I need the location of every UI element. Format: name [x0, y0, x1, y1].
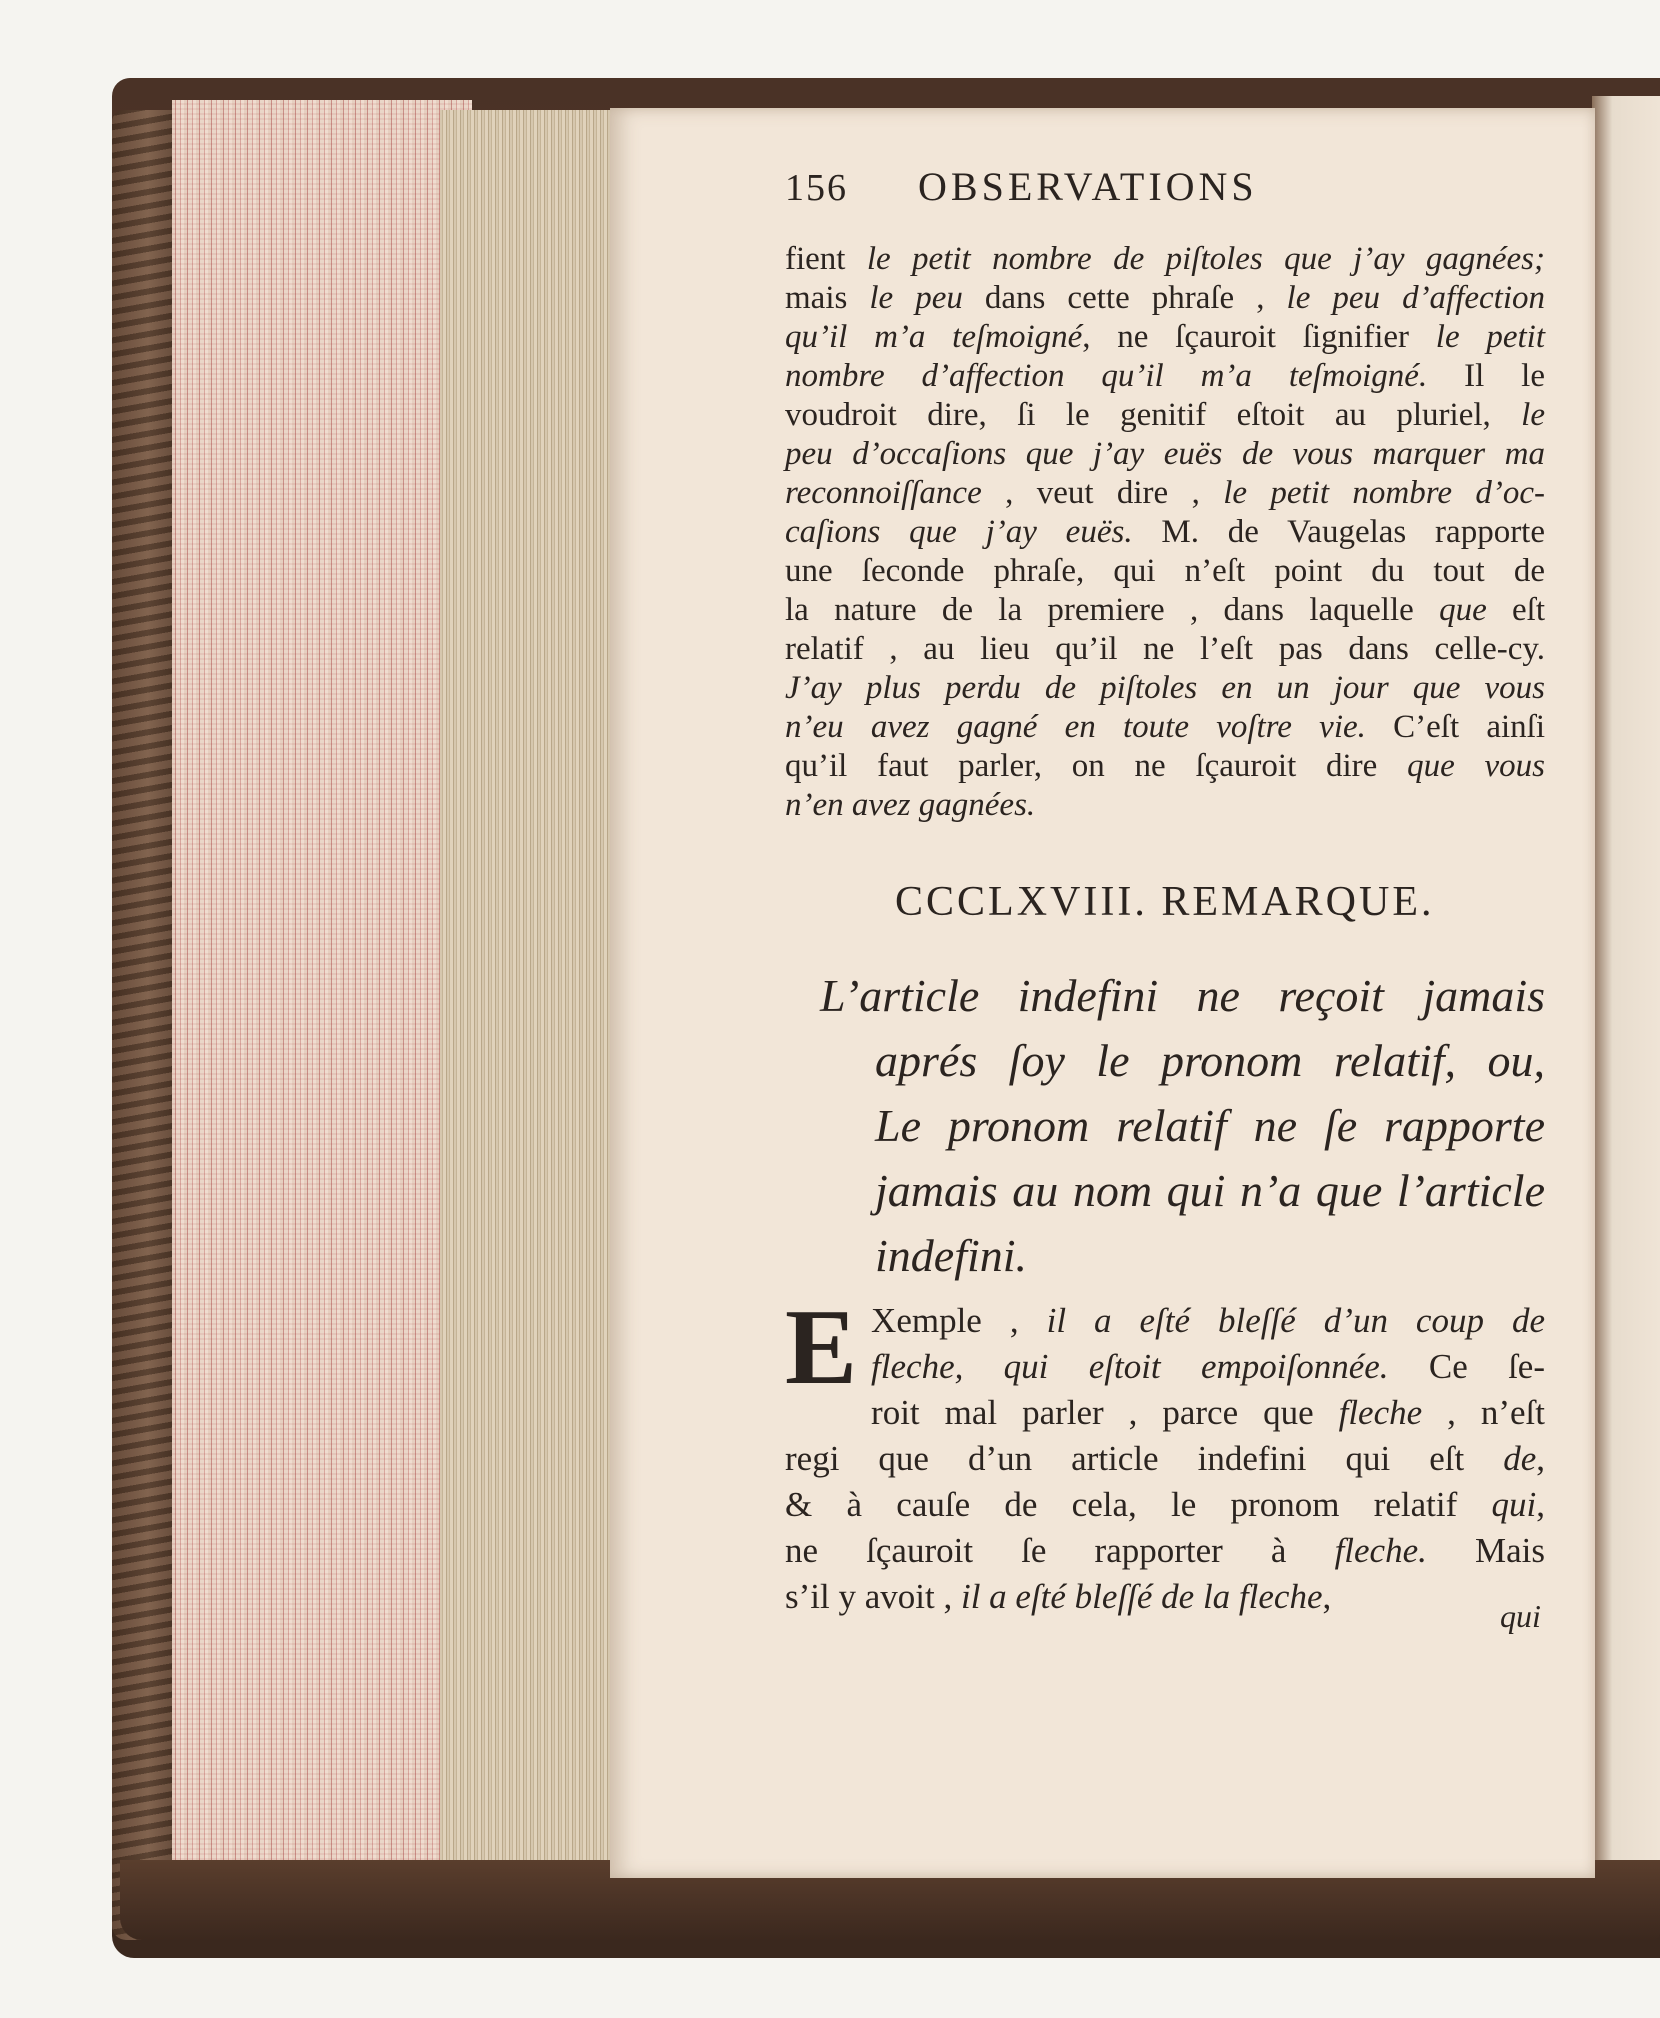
text-line	[785, 669, 1545, 708]
roman-run: s’il y avoit ,	[785, 1577, 961, 1616]
roman-run: & à cauſe de cela, le pronom relatif	[785, 1485, 1492, 1524]
text-line	[785, 240, 1545, 279]
italic-run: n’eu avez gagné en toute voſtre vie.	[785, 709, 1366, 745]
text-line	[785, 474, 1545, 513]
title-line: L’article indefini ne reçoit jamais	[820, 970, 1545, 1021]
title-line: indefini.	[875, 1230, 1028, 1281]
page-number: 156	[785, 167, 848, 209]
italic-run: fleche.	[1334, 1531, 1427, 1570]
roman-run: ,	[1536, 1439, 1545, 1478]
roman-run: voudroit dire, ſi le genitif eſtoit au pluriel,	[785, 397, 1522, 433]
text-line	[785, 1344, 1545, 1390]
text-line	[785, 1298, 1545, 1344]
page-edges-stack	[172, 100, 472, 1900]
italic-run: le peu	[869, 280, 963, 316]
roman-run: relatif , au lieu qu’il ne l’eſt pas dans celle-cy.	[785, 631, 1545, 667]
italic-run: caſions que j’ay euës.	[785, 514, 1133, 550]
running-head	[785, 163, 1445, 210]
paragraph-continued	[785, 240, 1545, 825]
title-line: jamais au nom qui n’a que l’article	[875, 1165, 1545, 1216]
italic-run: il a eſté bleſſé de la fleche	[960, 1577, 1323, 1616]
italic-run: J’ay plus perdu de piſtoles en un jour que vous	[785, 670, 1545, 706]
italic-run: que vous	[1407, 748, 1545, 784]
running-title: OBSERVATIONS	[918, 164, 1258, 209]
text-line	[785, 1436, 1545, 1482]
title-line: Le pronom relatif ne ſe rapporte	[875, 1100, 1545, 1151]
roman-run: la nature de la premiere , dans laquelle	[785, 592, 1440, 628]
text-line	[785, 786, 1545, 825]
italic-run: qui	[1491, 1485, 1537, 1524]
roman-run: dans cette phraſe ,	[962, 280, 1287, 316]
italic-run: fleche	[1338, 1393, 1423, 1432]
text-line	[785, 591, 1545, 630]
roman-run: ne ſçauroit ſe rapporter à	[785, 1531, 1335, 1570]
italic-run: de	[1503, 1439, 1537, 1478]
facing-page-edge	[1592, 96, 1660, 1866]
roman-run: roit mal parler , parce que	[871, 1393, 1339, 1432]
italic-run: le	[1521, 397, 1545, 433]
roman-run: ,	[1536, 1485, 1545, 1524]
text-line	[785, 1482, 1545, 1528]
text-line	[785, 1574, 1545, 1620]
catchword: qui	[1500, 1598, 1541, 1634]
text-line	[785, 435, 1545, 474]
roman-run: fient	[785, 241, 867, 277]
remark-heading: CCCLXVIII. REMARQUE.	[895, 879, 1435, 925]
roman-run: regi que d’un article indefini qui eſt	[785, 1439, 1504, 1478]
italic-run: le petit nombre de piſtoles que j’ay gagnées;	[866, 241, 1545, 277]
italic-run: le peu d’affection	[1286, 280, 1546, 316]
roman-run: , veut dire ,	[981, 475, 1224, 511]
text-line	[785, 1390, 1545, 1436]
roman-run: Xemple ,	[871, 1301, 1047, 1340]
text-line	[785, 279, 1545, 318]
roman-run: Ce ſe-	[1388, 1347, 1545, 1386]
italic-run: que	[1439, 592, 1487, 628]
italic-run: nombre d’affection qu’il m’a teſmoigné.	[785, 358, 1428, 394]
roman-run: eſt	[1486, 592, 1546, 628]
roman-run: , n’eſt	[1422, 1393, 1546, 1432]
roman-run: , ne ſçauroit ſignifier	[1082, 319, 1436, 355]
roman-run: mais	[785, 280, 870, 316]
text-line	[785, 318, 1545, 357]
roman-run: Il le	[1427, 358, 1545, 394]
italic-run: n’en avez gagnées.	[785, 787, 1036, 823]
drop-cap: E	[785, 1288, 858, 1407]
text-line	[785, 747, 1545, 786]
remark-title	[820, 963, 1545, 1288]
italic-run: peu d’occaſions que j’ay euës de vous marquer ma	[785, 436, 1545, 472]
text-line	[785, 357, 1545, 396]
printed-page	[610, 108, 1595, 1878]
roman-run: M. de Vaugelas rapporte	[1132, 514, 1545, 550]
text-line	[785, 513, 1545, 552]
text-line	[785, 1528, 1545, 1574]
italic-run: reconnoiſſance	[785, 475, 982, 511]
roman-run: qu’il faut parler, on ne ſçauroit dire	[785, 748, 1408, 784]
title-line: aprés ſoy le pronom relatif, ou,	[875, 1035, 1545, 1086]
italic-run: il a eſté bleſſé d’un coup de	[1046, 1301, 1546, 1340]
roman-run: ,	[1322, 1577, 1332, 1616]
roman-run: Mais	[1426, 1531, 1546, 1570]
italic-run: le petit nombre d’oc-	[1223, 475, 1545, 511]
roman-run: une ſeconde phraſe, qui n’eſt point du tout de	[785, 553, 1545, 589]
roman-run: C’eſt ainſi	[1365, 709, 1546, 745]
text-line	[785, 396, 1545, 435]
italic-run: fleche, qui eſtoit empoiſonnée.	[871, 1347, 1389, 1386]
italic-run: qu’il m’a teſmoigné	[785, 319, 1083, 355]
page-edges-inner	[440, 110, 620, 1880]
text-line	[785, 630, 1545, 669]
italic-run: le petit	[1435, 319, 1545, 355]
text-line	[785, 552, 1545, 591]
text-line	[785, 708, 1545, 747]
paragraph-example	[785, 1288, 1546, 1620]
